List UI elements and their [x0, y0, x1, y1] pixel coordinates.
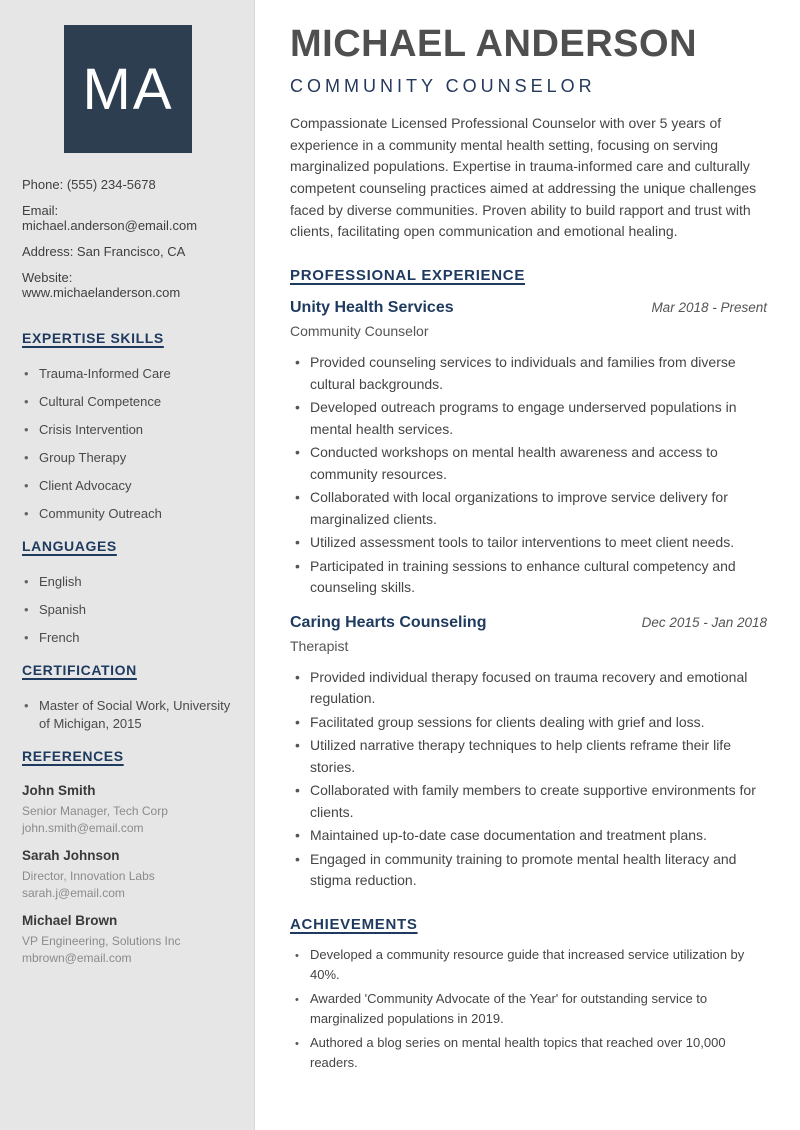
language-item: • Spanish — [22, 601, 234, 619]
contact-line: Address: San Francisco, CA — [22, 244, 186, 259]
languages-section — [22, 538, 234, 647]
reference-role: VP Engineering, Solutions Inc — [22, 934, 181, 948]
languages-heading: LANGUAGES — [22, 538, 117, 554]
achievements-heading: ACHIEVEMENTS — [290, 915, 418, 933]
job-bullet-item: • Maintained up-to-date case documentation and treatment plans. — [290, 825, 767, 847]
sidebar — [0, 0, 255, 1130]
certification-heading: CERTIFICATION — [22, 662, 137, 678]
reference-entry — [22, 913, 234, 966]
reference-entry — [22, 848, 234, 901]
achievements-list — [290, 945, 767, 1074]
languages-list — [22, 573, 234, 647]
job-bullet-item: • Collaborated with family members to create supportive environments for clients. — [290, 780, 767, 823]
avatar — [64, 25, 192, 153]
contact-info — [22, 177, 234, 300]
contact-line: Email: michael.anderson@email.com — [22, 203, 198, 233]
skills-section — [22, 330, 234, 523]
skill-item: • Group Therapy — [22, 449, 234, 467]
job-role: Therapist — [290, 637, 349, 654]
language-item: • French — [22, 629, 234, 647]
achievement-item: • Developed a community resource guide that increased service utilization by 40%. — [290, 945, 767, 986]
page-title: MICHAEL ANDERSON — [290, 23, 698, 65]
references-section — [22, 748, 234, 966]
skill-item: • Community Outreach — [22, 505, 234, 523]
contact-line: Website: www.michaelanderson.com — [22, 270, 181, 300]
resume-main — [256, 0, 800, 1074]
job-role: Community Counselor — [290, 323, 429, 340]
job-bullet-item: • Utilized assessment tools to tailor interventions to meet client needs. — [290, 532, 767, 554]
achievement-item: • Awarded 'Community Advocate of the Year' for outstanding service to marginalized populations in 2019. — [290, 989, 767, 1030]
reference-name: John Smith — [22, 783, 96, 798]
skills-list — [22, 365, 234, 523]
job-bullet-item: • Participated in training sessions to enhance cultural competency and counseling skills. — [290, 556, 767, 599]
job-bullet-item: • Utilized narrative therapy techniques to help clients reframe their life stories. — [290, 735, 767, 778]
skill-item: • Crisis Intervention — [22, 421, 234, 439]
job-bullet-item: • Provided individual therapy focused on trauma recovery and emotional regulation. — [290, 667, 767, 710]
job-bullet-item: • Developed outreach programs to engage underserved populations in mental health services. — [290, 397, 767, 440]
certification-section — [22, 662, 234, 733]
job-dates: Dec 2015 - Jan 2018 — [641, 614, 767, 630]
job-dates: Mar 2018 - Present — [651, 300, 767, 316]
reference-email: sarah.j@email.com — [22, 885, 125, 900]
certification-list — [22, 697, 234, 733]
references-list — [22, 783, 234, 966]
jobs-list — [290, 299, 767, 892]
job-entry — [290, 299, 767, 599]
achievement-item: • Authored a blog series on mental health topics that reached over 10,000 readers. — [290, 1033, 767, 1074]
job-header-row — [290, 299, 767, 317]
skill-item: • Client Advocacy — [22, 477, 234, 495]
reference-role: Senior Manager, Tech Corp — [22, 804, 168, 818]
job-bullets — [290, 352, 767, 599]
reference-role: Director, Innovation Labs — [22, 869, 155, 883]
experience-heading: PROFESSIONAL EXPERIENCE — [290, 267, 526, 285]
job-title-subtitle: COMMUNITY COUNSELOR — [290, 75, 596, 96]
job-header-row — [290, 614, 767, 632]
contact-line: Phone: (555) 234-5678 — [22, 177, 156, 192]
company-name: Caring Hearts Counseling — [290, 613, 487, 631]
company-name: Unity Health Services — [290, 299, 454, 317]
job-bullet-item: • Facilitated group sessions for clients dealing with grief and loss. — [290, 712, 767, 734]
avatar-initials: MA — [82, 56, 174, 122]
reference-name: Michael Brown — [22, 913, 118, 928]
reference-entry — [22, 783, 234, 836]
skills-heading: EXPERTISE SKILLS — [22, 330, 164, 346]
skill-item: • Cultural Competence — [22, 393, 234, 411]
job-bullet-item: • Conducted workshops on mental health awareness and access to community resources. — [290, 442, 767, 485]
references-heading: REFERENCES — [22, 748, 124, 764]
summary-paragraph: Compassionate Licensed Professional Counselor with over 5 years of experience in a community mental health setting, focusing on serving marginalized populations. Expertise in trauma-informed care and culturally competent counseling practices aimed at addressing the unique challenges faced by diverse communities. Proven ability to build rapport and trust with clients, facilitating open communication and emotional healing. — [290, 114, 757, 240]
job-bullet-item: • Provided counseling services to individuals and families from diverse cultural backgrounds. — [290, 352, 767, 395]
certification-item: • Master of Social Work, University of Michigan, 2015 — [22, 697, 234, 733]
job-bullets — [290, 667, 767, 892]
reference-email: john.smith@email.com — [22, 820, 144, 835]
language-item: • English — [22, 573, 234, 591]
job-bullet-item: • Collaborated with local organizations to improve service delivery for marginalized clients. — [290, 487, 767, 530]
reference-email: mbrown@email.com — [22, 950, 132, 965]
job-entry — [290, 614, 767, 892]
reference-name: Sarah Johnson — [22, 848, 120, 863]
job-bullet-item: • Engaged in community training to promote mental health literacy and stigma reduction. — [290, 849, 767, 892]
skill-item: • Trauma-Informed Care — [22, 365, 234, 383]
